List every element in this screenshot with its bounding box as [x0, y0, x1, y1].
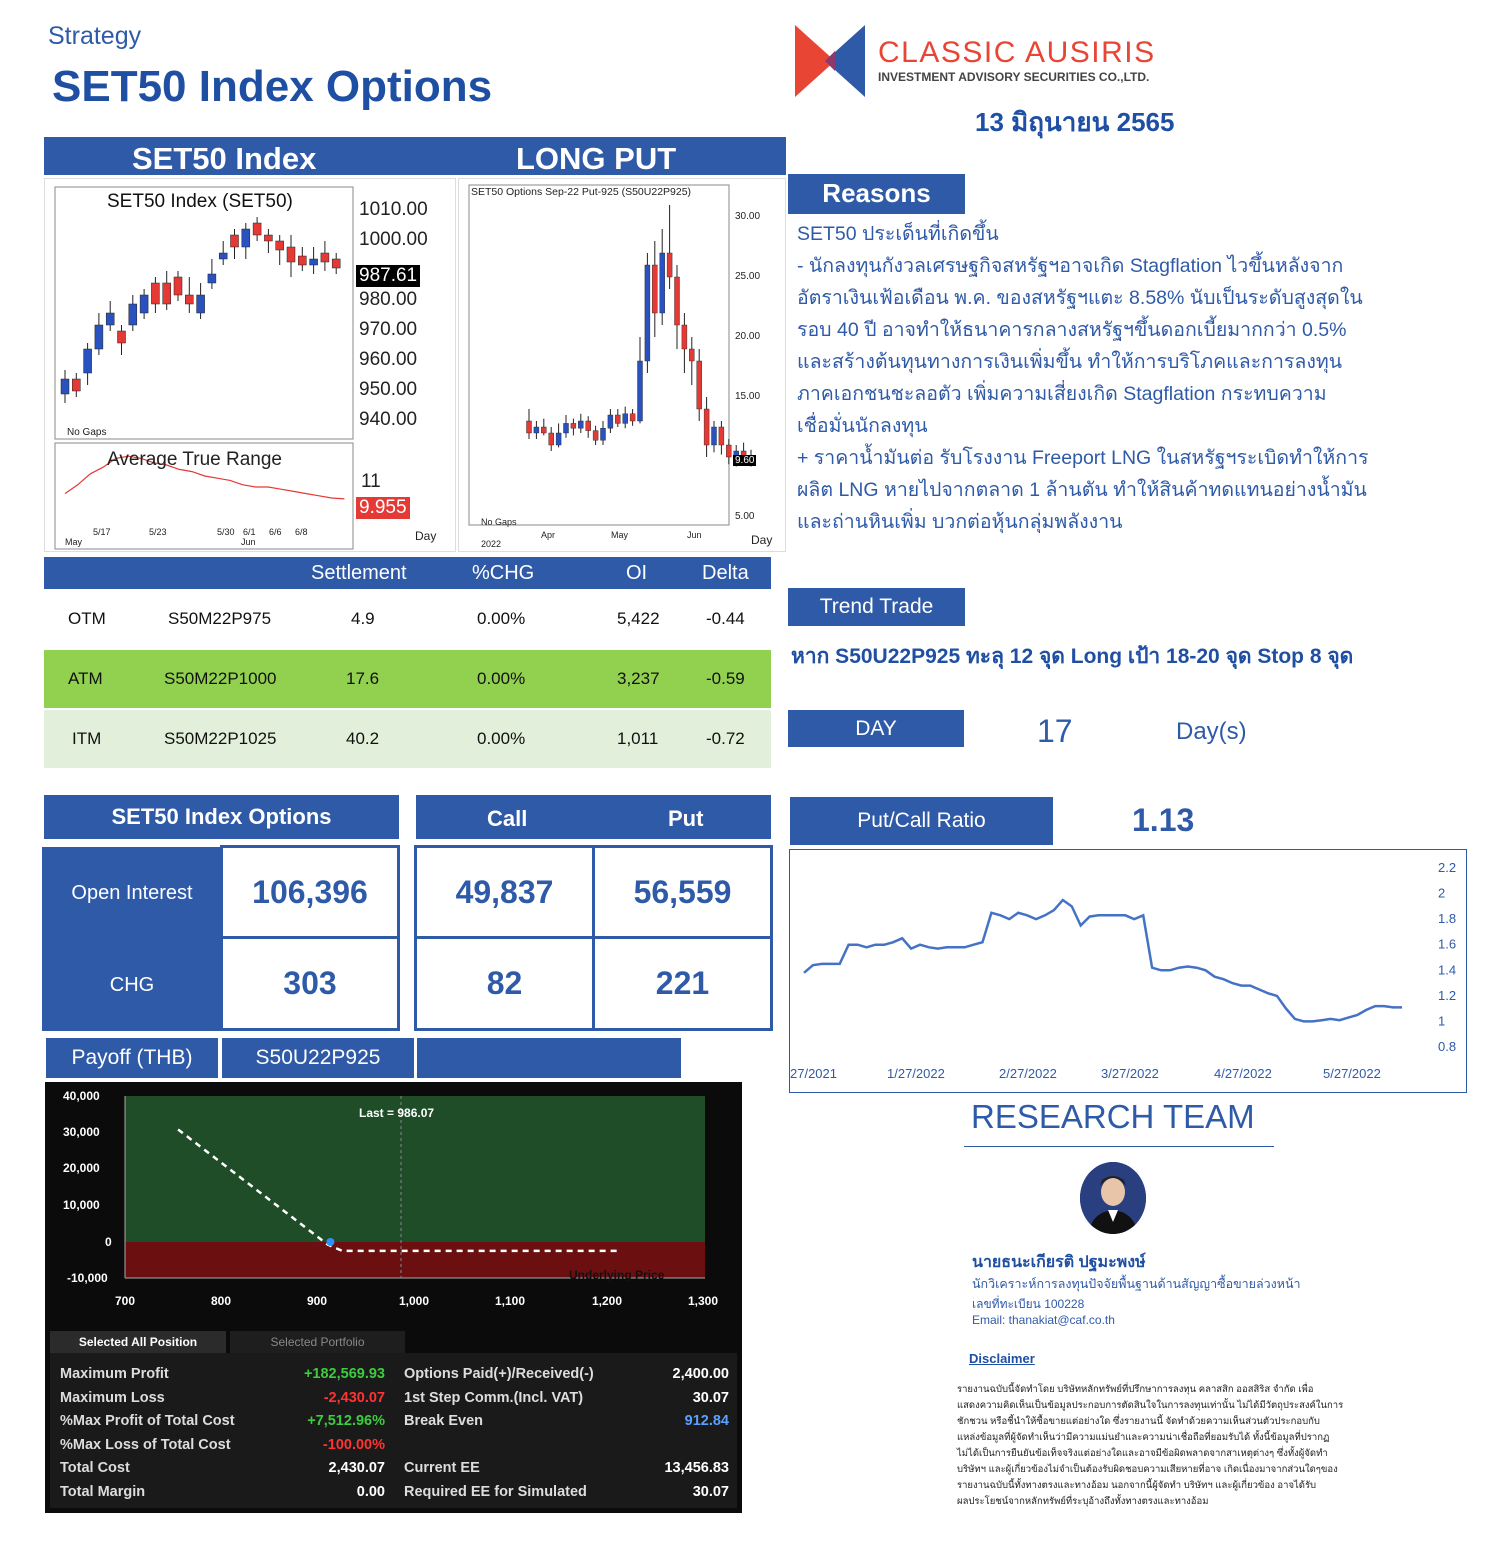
payoff-y-5: -10,000: [67, 1271, 108, 1285]
oi-call-label: Call: [487, 806, 528, 831]
payoff-stat-value: -100.00%: [322, 1436, 385, 1453]
brand-logo: [795, 25, 865, 97]
set50-candle: [276, 241, 284, 250]
reasons-label: Reasons: [788, 174, 965, 214]
payoff-label: Payoff (THB): [46, 1038, 218, 1078]
strategy-label: Strategy: [48, 22, 142, 50]
put-candle: [704, 409, 709, 445]
set50-x-0: 5/17: [93, 527, 111, 537]
oi-call: 49,837: [414, 845, 595, 939]
set50-candle: [321, 253, 329, 262]
row-settlement: 4.9: [351, 609, 375, 628]
col-chg: %CHG: [472, 562, 535, 584]
row-delta: -0.59: [706, 669, 745, 688]
put-chart: [458, 178, 786, 552]
row-type: ATM: [68, 669, 103, 688]
pcr-x-tick: 3/27/2022: [1101, 1066, 1159, 1081]
pcr-y-tick: 1.8: [1438, 911, 1457, 927]
reason-line: SET50 ประเด็นที่เกิดขึ้น: [797, 223, 999, 245]
put-candle: [601, 428, 606, 440]
payoff-underlying-label: Underlying Price: [569, 1268, 665, 1282]
day-label: DAY: [788, 710, 964, 747]
set50-candle: [118, 331, 126, 343]
atr-tick: 11: [361, 471, 381, 492]
set50-candle: [231, 235, 239, 247]
set50-chart-title: SET50 Index (SET50): [107, 191, 293, 212]
row-symbol: S50M22P975: [168, 609, 272, 628]
pcr-label: Put/Call Ratio: [790, 797, 1053, 845]
report-date: 13 มิถุนายน 2565: [975, 107, 1175, 137]
research-divider: [964, 1146, 1274, 1147]
pcr-x-tick: 4/27/2022: [1214, 1066, 1272, 1081]
col-delta: Delta: [702, 562, 749, 584]
set50-candle: [287, 247, 295, 262]
payoff-stat-label: Current EE: [404, 1460, 480, 1477]
put-no-gaps: No Gaps: [481, 517, 517, 527]
payoff-y-3: 10,000: [63, 1198, 100, 1212]
payoff-stat-value: 30.07: [692, 1484, 729, 1500]
oi-call-put-header: [416, 795, 771, 839]
tab-selected-portfolio[interactable]: Selected Portfolio: [230, 1331, 405, 1353]
day-value: 17: [1037, 713, 1073, 749]
row-chg: 0.00%: [477, 729, 526, 748]
oi-put-label: Put: [668, 806, 704, 831]
payoff-stat-label: Maximum Profit: [60, 1366, 169, 1382]
set50-candle: [95, 325, 103, 349]
trend-trade-text: หาก S50U22P925 ทะลุ 12 จุด Long เป้า 18-20 จุด Stop 8 จุด: [791, 645, 1354, 668]
reason-line: และถ่านหินเพิ่ม บวกต่อหุ้นกลุ่มพลังงาน: [797, 511, 1123, 533]
reason-line: - นักลงทุนกังวลเศรษฐกิจสหรัฐฯอาจเกิด Stagflation ไวขึ้นหลังจาก: [797, 255, 1344, 277]
put-last-price: 9.60: [735, 455, 755, 466]
set50-candle: [106, 313, 114, 325]
set50-candle: [242, 229, 250, 247]
row-settlement: 17.6: [346, 669, 380, 688]
put-candle: [652, 265, 657, 313]
analyst-avatar: [1080, 1162, 1146, 1234]
payoff-stat-label: Options Paid(+)/Received(-): [404, 1366, 594, 1382]
set50-x-2: 5/30: [217, 527, 235, 537]
oi-total: 106,396: [220, 845, 400, 939]
payoff-stat-label: %Max Loss of Total Cost: [60, 1436, 231, 1453]
brand-subtitle: INVESTMENT ADVISORY SECURITIES CO.,LTD.: [878, 70, 1150, 84]
row-oi: 1,011: [617, 729, 659, 748]
put-candle: [689, 349, 694, 361]
oi-label: Open Interest: [42, 847, 222, 939]
set50-day-label: Day: [415, 529, 437, 543]
set50-candle: [253, 223, 261, 235]
disclaimer-label: Disclaimer: [969, 1351, 1035, 1366]
pcr-x-tick: 27/2021: [790, 1066, 837, 1081]
put-candle: [541, 427, 546, 433]
set50-last-price: 987.61: [356, 265, 420, 287]
break-even-point: [326, 1238, 334, 1246]
payoff-x-1: 800: [211, 1294, 232, 1308]
set50-tick-6: 950.00: [359, 379, 418, 400]
disclaimer-line: รายงานฉบับนี้ทั้งทางตรงและทางอ้อม นอกจากนี้ผู้จัดทำ บริษัทฯ และผู้เกี่ยวข้อง อาจได้รับ: [957, 1480, 1317, 1491]
row-type: ITM: [72, 729, 102, 748]
set50-no-gaps: No Gaps: [67, 427, 107, 438]
put-x-2: Jun: [687, 530, 702, 540]
chg-label: CHG: [42, 939, 222, 1031]
set50-candle: [151, 283, 159, 304]
chg-put: 221: [592, 936, 773, 1031]
set50-tick-5: 960.00: [359, 349, 418, 370]
row-symbol: S50M22P1000: [164, 669, 277, 688]
set50-month-0: May: [65, 537, 83, 547]
payoff-panel: [45, 1082, 742, 1513]
payoff-stat-label: Total Cost: [60, 1460, 130, 1477]
payoff-last-label: Last = 986.07: [359, 1106, 435, 1120]
put-candle: [593, 431, 598, 441]
pcr-chart-svg: [790, 850, 1466, 1092]
pcr-chart: [789, 849, 1467, 1093]
put-x-1: May: [611, 530, 629, 540]
put-candle: [527, 421, 532, 433]
disclaimer-line: รายงานฉบับนี้จัดทำโดย บริษัทหลักทรัพย์ที่ปรึกษาการลงทุน คลาสสิก ออสสิริส จำกัด เพื่อ: [957, 1384, 1314, 1395]
row-oi: 5,422: [617, 609, 660, 628]
payoff-stat-value: 30.07: [692, 1389, 729, 1406]
payoff-stat-label: 1st Step Comm.(Incl. VAT): [404, 1389, 584, 1406]
options-table-header: [44, 557, 771, 589]
put-day-label: Day: [751, 533, 773, 547]
oi-summary-title: SET50 Index Options: [44, 795, 399, 839]
put-candle: [697, 361, 702, 409]
pcr-y-tick: 1.4: [1438, 962, 1457, 978]
set50-chart: [44, 178, 456, 552]
put-candle: [608, 415, 613, 428]
put-candle: [726, 445, 731, 457]
set50-month-1: Jun: [241, 537, 256, 547]
set50-candle: [61, 379, 69, 394]
reason-line: ภาคเอกชนชะลอตัว เพิ่มความเสี่ยงเกิด Stagflation กระทบความ: [797, 383, 1327, 405]
atr-last: 9.955: [356, 497, 410, 519]
set50-candle: [174, 277, 182, 295]
put-candle: [667, 253, 672, 277]
payoff-stat-value: 0.00: [356, 1484, 385, 1500]
put-year: 2022: [481, 539, 502, 549]
research-title: RESEARCH TEAM: [971, 1098, 1255, 1135]
set50-candle: [219, 253, 227, 259]
set50-tick-1: 1000.00: [359, 229, 428, 250]
row-chg: 0.00%: [477, 609, 526, 628]
put-candle: [719, 427, 724, 445]
oi-put: 56,559: [592, 845, 773, 939]
pcr-y-tick: 1.6: [1438, 936, 1457, 952]
set50-candle: [208, 274, 216, 283]
payoff-stat-value: +7,512.96%: [307, 1413, 385, 1430]
set50-candle: [84, 349, 92, 373]
put-candle: [660, 253, 665, 313]
panel-title-long-put: LONG PUT: [516, 141, 677, 176]
payoff-stat-value: 2,400.00: [672, 1366, 729, 1382]
atr-title: Average True Range: [107, 449, 282, 470]
set50-x-5: 6/8: [295, 527, 308, 537]
put-candle: [682, 325, 687, 349]
disclaimer-line: แหล่งข้อมูลที่ผู้จัดทำเห็นว่ามีความแม่นยำและความน่าเชื่อถือที่ยอมรับได้ ทั้งนี้ข้อมูลที่ปรากฏ: [957, 1432, 1330, 1443]
put-candle: [586, 421, 591, 431]
put-chart-svg: [459, 179, 787, 553]
put-candle: [675, 277, 680, 325]
set50-candle: [298, 256, 306, 265]
pcr-y-tick: 2: [1438, 885, 1446, 901]
analyst-email[interactable]: Email: thanakiat@caf.co.th: [972, 1313, 1115, 1327]
set50-x-4: 6/6: [269, 527, 282, 537]
reason-line: เชื่อมั่นนักลงทุน: [797, 415, 928, 437]
set50-candle: [129, 304, 137, 325]
put-candle: [623, 414, 628, 424]
disclaimer-line: ชักชวน หรือชี้นำให้ซื้อขายแต่อย่างใด ซึ่งรายงานนี้ จัดทำด้วยความเห็นส่วนตัวประกอบกับ: [957, 1416, 1320, 1427]
reason-line: รอบ 40 ปี อาจทำให้ธนาคารกลางสหรัฐฯขึ้นดอกเบี้ยมากกว่า 0.5%: [797, 319, 1347, 341]
row-delta: -0.44: [706, 609, 745, 628]
panel-title-set50: SET50 Index: [132, 141, 317, 176]
analyst-role: นักวิเคราะห์การลงทุนปัจจัยพื้นฐานด้านสัญญาซื้อขายล่วงหน้า: [972, 1277, 1301, 1291]
put-y-2: 20.00: [735, 331, 761, 342]
set50-tick-0: 1010.00: [359, 199, 428, 220]
payoff-stat-label: Required EE for Simulated: [404, 1484, 587, 1500]
set50-candle: [185, 295, 193, 304]
disclaimer-line: ผลประโยชน์จากหลักทรัพย์ที่ระบุอ้างถึงทั้งทางตรงและทางอ้อม: [957, 1496, 1209, 1507]
analyst-name: นายธนะเกียรติ ปฐมะพงษ์: [972, 1254, 1146, 1271]
payoff-stat-label: Break Even: [404, 1413, 483, 1430]
pcr-y-tick: 2.2: [1438, 860, 1457, 875]
set50-tick-4: 970.00: [359, 319, 418, 340]
reason-line: + ราคาน้ำมันต่อ รับโรงงาน Freeport LNG ในสหรัฐฯระเบิดทำให้การ: [797, 447, 1369, 469]
set50-tick-3: 980.00: [359, 289, 418, 310]
put-candle: [645, 265, 650, 361]
set50-candle: [197, 295, 205, 313]
put-chart-title: SET50 Options Sep-22 Put-925 (S50U22P925): [471, 186, 692, 198]
pcr-y-tick: 1: [1438, 1013, 1446, 1029]
put-x-0: Apr: [541, 530, 556, 540]
pcr-x-tick: 1/27/2022: [887, 1066, 945, 1081]
payoff-stat-label: %Max Profit of Total Cost: [60, 1413, 235, 1430]
payoff-symbol: S50U22P925: [222, 1038, 414, 1078]
row-oi: 3,237: [617, 669, 660, 688]
put-candle: [630, 414, 635, 421]
table-row-otm: [44, 590, 771, 648]
reason-line: อัตราเงินเฟ้อเดือน พ.ค. ของสหรัฐฯแตะ 8.58% นับเป็นระดับสูงสุดใน: [797, 287, 1363, 309]
payoff-blank-bar: [417, 1038, 681, 1078]
row-symbol: S50M22P1025: [164, 729, 277, 748]
page-title: SET50 Index Options: [52, 62, 493, 111]
payoff-x-3: 1,000: [399, 1294, 430, 1308]
disclaimer-line: แสดงความคิดเห็นเป็นข้อมูลประกอบการตัดสินใจในการลงทุนเท่านั้น ไม่ได้มีวัตถุประสงค์ในการ: [957, 1400, 1344, 1411]
reason-line: และสร้างต้นทุนทางการเงินเพิ่มขึ้น ทำให้การบริโภคและการลงทุน: [797, 351, 1343, 373]
day-unit: Day(s): [1176, 718, 1247, 745]
chg-call: 82: [414, 936, 595, 1031]
table-row-atm: [44, 650, 771, 708]
put-y-3: 15.00: [735, 391, 761, 402]
disclaimer-text: [957, 1382, 1357, 1510]
row-type: OTM: [68, 609, 106, 628]
row-settlement: 40.2: [346, 729, 380, 748]
payoff-x-6: 1,300: [688, 1294, 719, 1308]
set50-x-3: 6/1: [243, 527, 256, 537]
set50-candle: [310, 259, 318, 265]
pcr-x-tick: 2/27/2022: [999, 1066, 1057, 1081]
payoff-stat-value: -2,430.07: [323, 1389, 385, 1406]
payoff-y-1: 30,000: [63, 1125, 100, 1139]
pcr-series-line: [804, 900, 1402, 1021]
put-candle: [712, 427, 717, 445]
set50-candle: [140, 295, 148, 313]
payoff-x-2: 900: [307, 1294, 328, 1308]
row-delta: -0.72: [706, 729, 745, 748]
payoff-stat-value: +182,569.93: [303, 1366, 385, 1382]
set50-candle: [264, 235, 272, 241]
put-y-1: 25.00: [735, 271, 761, 282]
put-y-5: 5.00: [735, 511, 755, 522]
payoff-x-0: 700: [115, 1294, 136, 1308]
set50-candle: [72, 379, 80, 391]
payoff-stat-value: 13,456.83: [664, 1460, 729, 1477]
put-candle: [556, 433, 561, 445]
payoff-stat-label: Maximum Loss: [60, 1389, 165, 1406]
payoff-y-2: 20,000: [63, 1161, 100, 1175]
col-settlement: Settlement: [311, 562, 407, 584]
payoff-stat-label: Total Margin: [60, 1484, 146, 1500]
put-candle: [534, 427, 539, 433]
pcr-y-tick: 0.8: [1438, 1039, 1457, 1054]
put-candle: [564, 423, 569, 433]
col-oi: OI: [626, 562, 648, 584]
pcr-y-tick: 1.2: [1438, 987, 1457, 1003]
put-candle: [615, 415, 620, 423]
reason-line: ผลิต LNG หายไปจากตลาด 1 ล้านตัน ทำให้สินค้าทดแทนอย่างน้ำมัน: [797, 479, 1367, 501]
payoff-stat-value: 2,430.07: [328, 1460, 385, 1477]
put-y-0: 30.00: [735, 211, 761, 222]
disclaimer-line: ไม่ได้เป็นการยืนยันข้อเท็จจริงแต่อย่างใดและอาจมีข้อผิดพลาดจากสาเหตุต่างๆ ซึ่งทั้งผู้จัดทำ: [957, 1448, 1328, 1459]
brand-name: CLASSIC AUSIRIS: [878, 36, 1156, 69]
payoff-y-4: 0: [105, 1235, 112, 1249]
pcr-value: 1.13: [1132, 802, 1195, 838]
table-row-itm: [44, 710, 771, 768]
payoff-x-4: 1,100: [495, 1294, 526, 1308]
put-candle: [571, 423, 576, 428]
disclaimer-line: บริษัทฯ และผู้เกี่ยวข้องไม่จำเป็นต้องรับผิดชอบความเสียหายที่อาจ เกิดเนื่องมาจากส่วนใดๆของ: [957, 1464, 1338, 1475]
payoff-x-5: 1,200: [592, 1294, 623, 1308]
tab-selected-all-position[interactable]: Selected All Position: [50, 1331, 226, 1353]
set50-tick-7: 940.00: [359, 409, 418, 430]
set50-x-1: 5/23: [149, 527, 167, 537]
payoff-stat-value: 912.84: [684, 1413, 729, 1430]
put-candle: [549, 433, 554, 445]
chg-total: 303: [220, 936, 400, 1031]
put-candle: [578, 421, 583, 428]
payoff-y-0: 40,000: [63, 1089, 100, 1103]
pcr-x-tick: 5/27/2022: [1323, 1066, 1381, 1081]
reasons-body: [797, 218, 1477, 538]
set50-candle: [332, 259, 340, 268]
put-candle: [638, 361, 643, 421]
trend-trade-label: Trend Trade: [788, 588, 965, 626]
analyst-reg: เลขที่ทะเบียน 100228: [972, 1297, 1085, 1311]
row-chg: 0.00%: [477, 669, 526, 688]
set50-candle: [163, 283, 171, 304]
